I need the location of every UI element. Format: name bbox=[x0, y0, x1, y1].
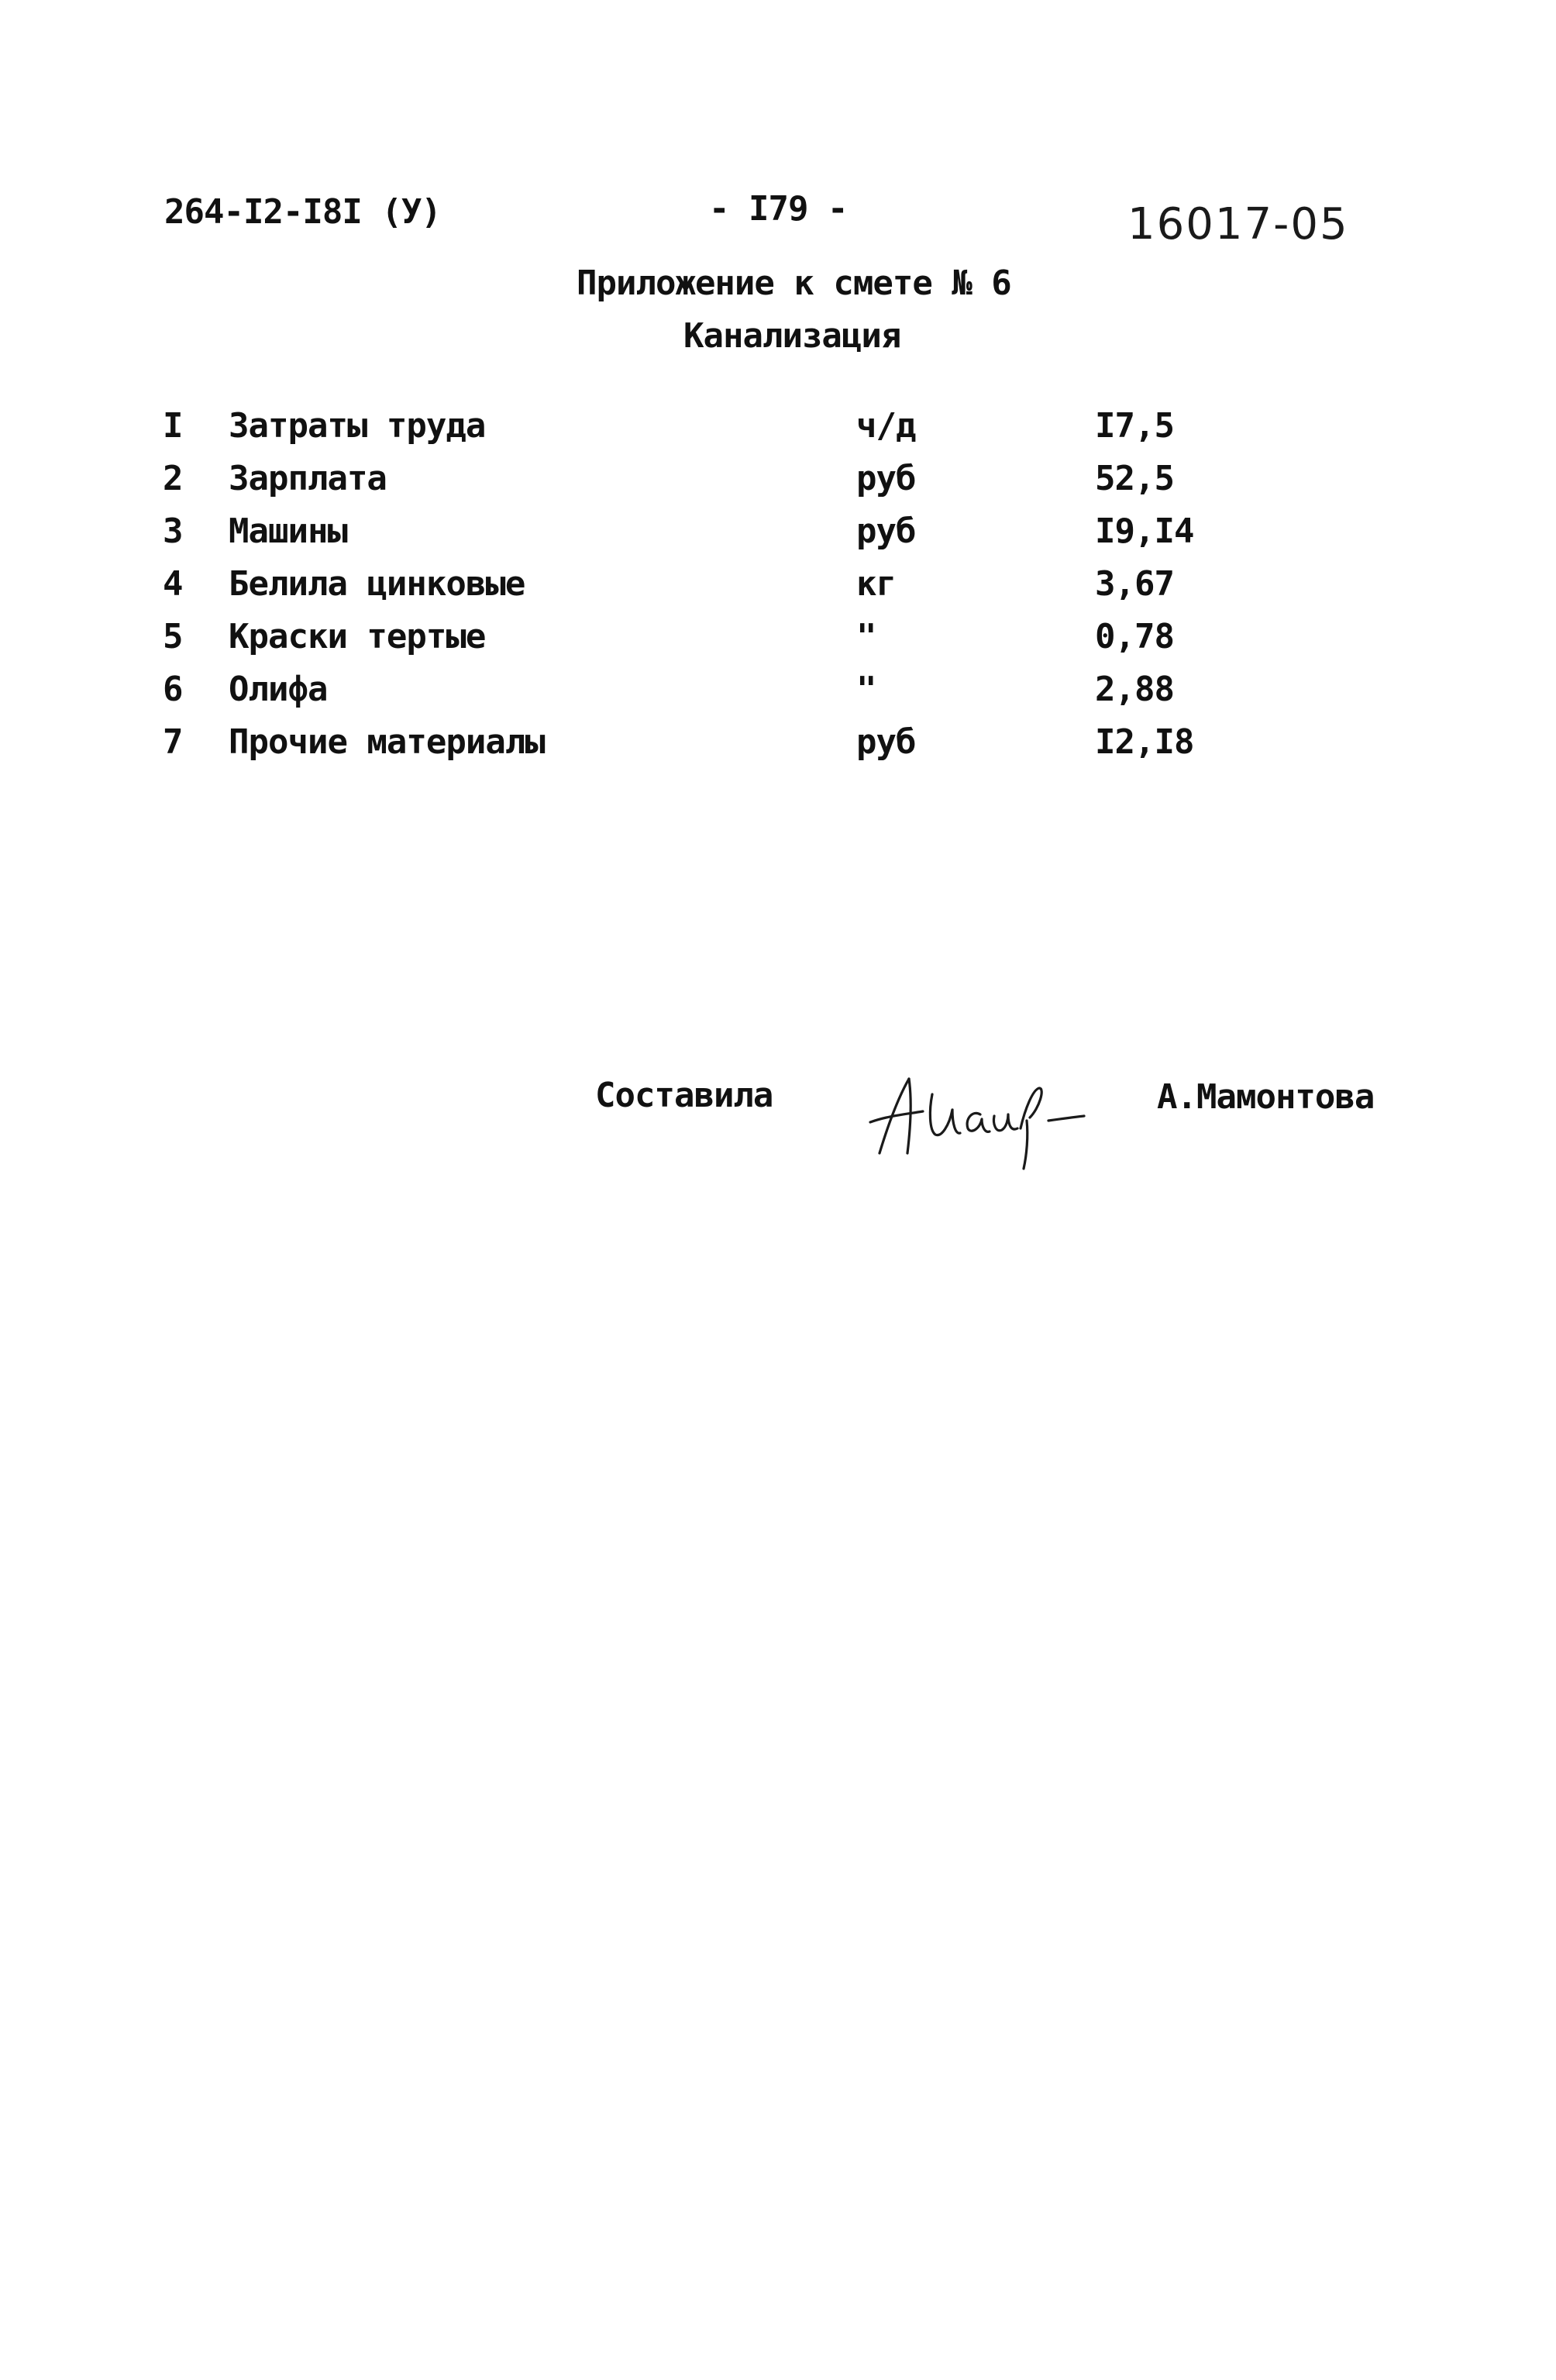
row-unit: кг bbox=[856, 564, 896, 604]
row-value: 52,5 bbox=[1095, 459, 1174, 498]
row-value: 3,67 bbox=[1095, 564, 1174, 604]
signature-label: Составила bbox=[595, 1076, 773, 1115]
table-row bbox=[0, 406, 1556, 456]
signer-name: А.Мамонтова bbox=[1157, 1077, 1375, 1117]
row-unit: ч/д bbox=[856, 406, 916, 446]
row-unit: руб bbox=[856, 511, 916, 551]
row-name: Олифа bbox=[229, 670, 328, 709]
table-row bbox=[0, 564, 1556, 614]
row-name: Белила цинковые bbox=[229, 564, 525, 604]
table-row bbox=[0, 722, 1556, 772]
document-code: 264-I2-I8I (У) bbox=[164, 192, 441, 232]
row-value: I9,I4 bbox=[1095, 511, 1194, 551]
row-unit: " bbox=[856, 617, 876, 656]
row-number: 2 bbox=[163, 459, 183, 498]
table-row bbox=[0, 511, 1556, 561]
page-number: - I79 - bbox=[709, 189, 848, 229]
row-value: I2,I8 bbox=[1095, 722, 1194, 762]
row-value: 0,78 bbox=[1095, 617, 1174, 656]
row-number: 4 bbox=[163, 564, 183, 604]
row-value: 2,88 bbox=[1095, 670, 1174, 709]
row-value: I7,5 bbox=[1095, 406, 1174, 446]
row-number: 6 bbox=[163, 670, 183, 709]
table-row bbox=[0, 670, 1556, 719]
row-name: Машины bbox=[229, 511, 347, 551]
row-number: 5 bbox=[163, 617, 183, 656]
row-number: I bbox=[163, 406, 183, 446]
row-name: Прочие материалы bbox=[229, 722, 545, 762]
archive-number: 16017-05 bbox=[1127, 199, 1349, 250]
row-number: 7 bbox=[163, 722, 183, 762]
row-number: 3 bbox=[163, 511, 183, 551]
row-name: Зарплата bbox=[229, 459, 387, 498]
row-unit: руб bbox=[856, 722, 916, 762]
row-name: Краски тертые bbox=[229, 617, 486, 656]
table-row bbox=[0, 617, 1556, 666]
row-unit: руб bbox=[856, 459, 916, 498]
handwritten-signature bbox=[856, 1054, 1089, 1170]
row-name: Затраты труда bbox=[229, 406, 486, 446]
section-title: Канализация bbox=[683, 316, 901, 356]
table-row bbox=[0, 459, 1556, 508]
appendix-title: Приложение к смете № 6 bbox=[577, 263, 1011, 303]
row-unit: " bbox=[856, 670, 876, 709]
